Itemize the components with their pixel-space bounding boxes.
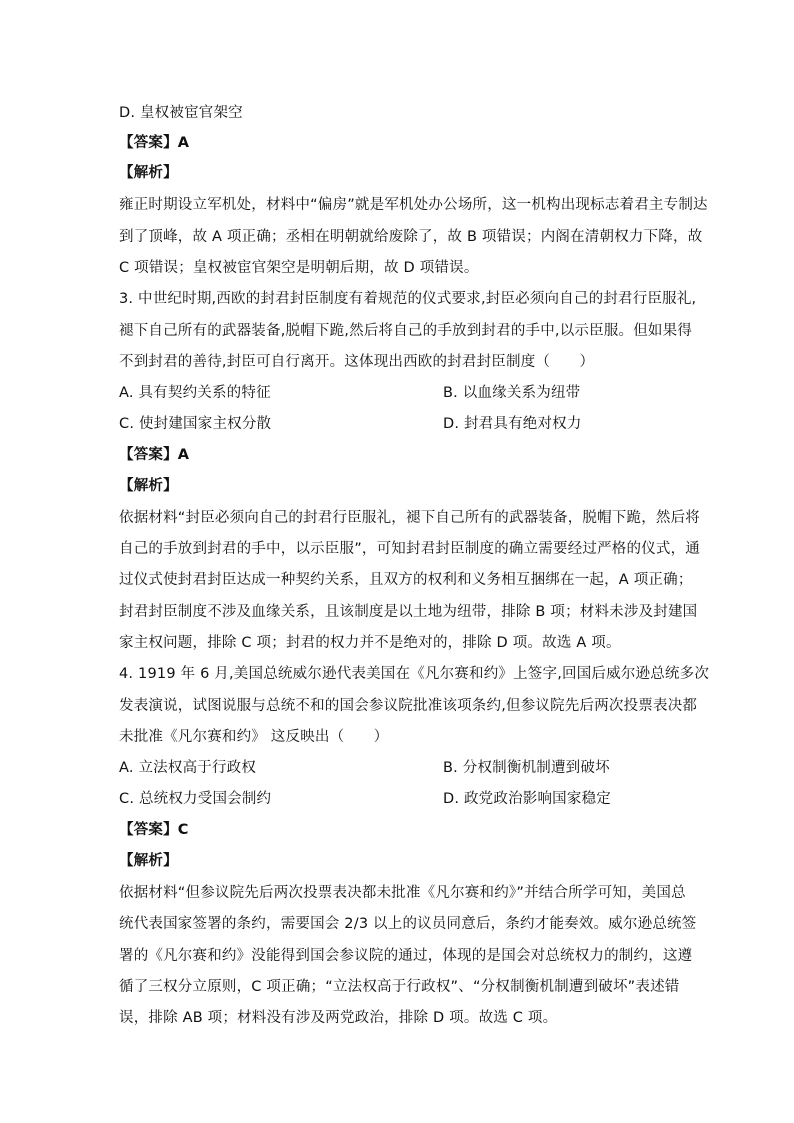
q4-stem-line: 4. 1919 年 6 月,美国总统威尔逊代表美国在《凡尔赛和约》上签字,回国后威尔逊总统多次 [119, 666, 710, 682]
q2-answer: 【答案】A [119, 135, 190, 151]
q2-option-d: D. 皇权被宦官架空 [119, 105, 243, 121]
q2-analysis-line: 到了顶峰，故 A 项正确；丞相在明朝就给废除了，故 B 项错误；内阁在清朝权力下降，故 [119, 229, 703, 245]
q3-analysis-line: 封君封臣制度不涉及血缘关系，且该制度是以土地为纽带，排除 B 项；材料未涉及封建国 [119, 604, 698, 620]
q4-stem-line: 发表演说，试图说服与总统不和的国会参议院批准该项条约,但参议院先后两次投票表决都 [119, 698, 698, 714]
q3-option-c: C. 使封建国家主权分散 [119, 416, 272, 432]
q3-analysis-label: 【解析】 [119, 478, 178, 494]
q4-analysis-line: 误，排除 AB 项；材料没有涉及两党政治，排除 D 项。故选 C 项。 [119, 1010, 558, 1026]
q4-analysis-line: 依据材料“但参议院先后两次投票表决都未批准《凡尔赛和约》”并结合所学可知，美国总 [119, 885, 686, 901]
q3-answer: 【答案】A [119, 447, 190, 463]
q4-option-b: B. 分权制衡机制遭到破坏 [443, 760, 610, 776]
q3-stem-line: 不到封君的善待,封臣可自行离开。这体现出西欧的封君封臣制度（ ） [119, 354, 595, 370]
q4-analysis-line: 循了三权分立原则，C 项正确；“立法权高于行政权”、“分权制衡机制遭到破坏”表述错 [119, 979, 680, 995]
q3-stem-line: 3. 中世纪时期,西欧的封君封臣制度有着规范的仪式要求,封臣必须向自己的封君行臣服礼, [119, 291, 697, 307]
q2-analysis-label: 【解析】 [119, 165, 178, 181]
q3-analysis-line: 依据材料“封臣必须向自己的封君行臣服礼，褪下自己所有的武器装备，脱帽下跪，然后将 [119, 510, 701, 526]
q4-analysis-label: 【解析】 [119, 853, 178, 869]
q4-answer: 【答案】C [119, 822, 189, 838]
q4-analysis-line: 署的《凡尔赛和约》没能得到国会参议院的通过，体现的是国会对总统权力的制约，这遵 [119, 948, 693, 964]
q3-option-b: B. 以血缘关系为纽带 [443, 385, 581, 401]
q3-option-d: D. 封君具有绝对权力 [443, 416, 582, 432]
q4-option-a: A. 立法权高于行政权 [119, 760, 257, 776]
q3-stem-line: 褪下自己所有的武器装备,脱帽下跪,然后将自己的手放到封君的手中,以示臣服。但如果得 [119, 323, 693, 339]
q2-analysis-line: 雍正时期设立军机处，材料中“偏房”就是军机处办公场所，这一机构出现标志着君主专制达 [119, 197, 708, 213]
q4-analysis-line: 统代表国家签署的条约，需要国会 2/3 以上的议员同意后，条约才能奏效。威尔逊总统签 [119, 916, 697, 932]
q3-analysis-line: 家主权问题，排除 C 项；封君的权力并不是绝对的，排除 D 项。故选 A 项。 [119, 635, 621, 651]
q4-option-c: C. 总统权力受国会制约 [119, 791, 272, 807]
q2-analysis-line: C 项错误；皇权被宦官架空是明朝后期，故 D 项错误。 [119, 260, 479, 276]
q3-option-a: A. 具有契约关系的特征 [119, 385, 271, 401]
q4-stem-line: 未批准《凡尔赛和约》 这反映出（ ） [119, 729, 389, 745]
q3-analysis-line: 过仪式使封君封臣达成一种契约关系，且双方的权利和义务相互捆绑在一起，A 项正确； [119, 572, 693, 588]
q4-option-d: D. 政党政治影响国家稳定 [443, 791, 611, 807]
q3-analysis-line: 自己的手放到封君的手中，以示臣服”，可知封君封臣制度的确立需要经过严格的仪式，通 [119, 541, 701, 557]
